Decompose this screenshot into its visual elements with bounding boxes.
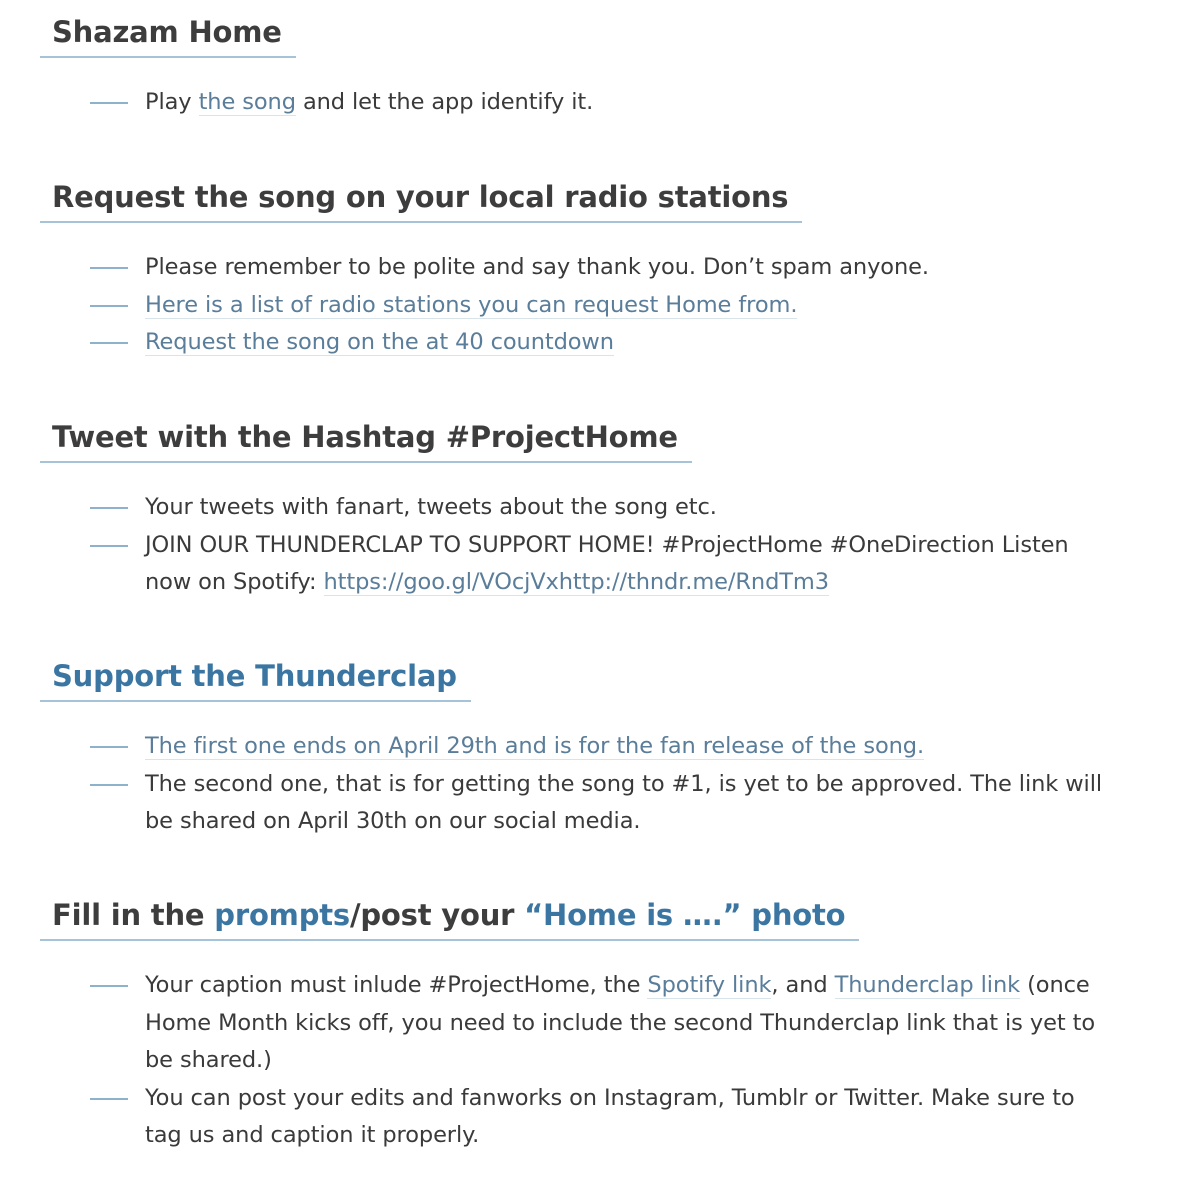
heading-text: /post your bbox=[349, 898, 525, 932]
list-item bbox=[40, 287, 1170, 325]
item-list bbox=[40, 249, 1170, 362]
dash-bullet-icon bbox=[90, 342, 128, 344]
item-text: now on Spotify: bbox=[145, 569, 324, 595]
item-text: be shared on April 30th on our social media. bbox=[145, 808, 641, 834]
list-item bbox=[40, 1080, 1170, 1155]
section-request-radio bbox=[40, 179, 1170, 362]
list-item bbox=[40, 967, 1170, 1080]
section-tweet-hashtag bbox=[40, 419, 1170, 602]
list-item bbox=[40, 766, 1170, 841]
dash-bullet-icon bbox=[90, 102, 128, 104]
first-thunderclap-link[interactable]: The first one ends on April 29th and is for the fan release of the song. bbox=[145, 733, 925, 759]
countdown-request-link[interactable]: Request the song on the at 40 countdown bbox=[145, 329, 614, 355]
list-item bbox=[40, 324, 1170, 362]
list-item bbox=[40, 489, 1170, 527]
dash-bullet-icon bbox=[90, 746, 128, 748]
item-text: You can post your edits and fanworks on Instagram, Tumblr or Twitter. Make sure to bbox=[145, 1084, 1075, 1111]
prompts-link[interactable]: prompts bbox=[214, 898, 350, 932]
section-heading: Request the song on your local radio stations bbox=[40, 179, 802, 223]
spotify-link[interactable]: Spotify link bbox=[647, 972, 772, 998]
item-list bbox=[40, 728, 1170, 841]
item-text: The second one, that is for getting the song to #1, is yet to be approved. The link will bbox=[145, 770, 1103, 797]
section-heading: Tweet with the Hashtag #ProjectHome bbox=[40, 419, 692, 463]
item-list bbox=[40, 489, 1170, 602]
item-text: and let the app identify it. bbox=[295, 89, 594, 115]
heading-text: Fill in the bbox=[52, 898, 215, 932]
item-list bbox=[40, 84, 1170, 122]
item-text: Home Month kicks off, you need to include the second Thunderclap link that is yet to bbox=[145, 1009, 1095, 1036]
dash-bullet-icon bbox=[90, 267, 128, 269]
item-text: (once bbox=[1020, 972, 1090, 998]
item-text: , and bbox=[771, 972, 835, 998]
home-is-photo-link[interactable]: “Home is ….” photo bbox=[524, 898, 846, 932]
dash-bullet-icon bbox=[90, 1098, 128, 1100]
list-item bbox=[40, 728, 1170, 766]
section-fill-prompts bbox=[40, 897, 1170, 1155]
list-item bbox=[40, 84, 1170, 122]
list-item bbox=[40, 249, 1170, 287]
radio-stations-list-link[interactable]: Here is a list of radio stations you can request Home from. bbox=[145, 291, 798, 318]
dash-bullet-icon bbox=[90, 784, 128, 786]
item-text: Please remember to be polite and say thank you. Don’t spam anyone. bbox=[145, 254, 929, 280]
section-heading: Shazam Home bbox=[40, 14, 296, 58]
thunderclap-link[interactable]: Thunderclap link bbox=[834, 972, 1021, 998]
section-heading-link[interactable]: Support the Thunderclap bbox=[40, 658, 471, 702]
section-shazam-home bbox=[40, 14, 1170, 122]
item-text: JOIN OUR THUNDERCLAP TO SUPPORT HOME! #ProjectHome #OneDirection Listen bbox=[145, 531, 1069, 558]
section-heading bbox=[40, 897, 859, 941]
dash-bullet-icon bbox=[90, 305, 128, 307]
the-song-link[interactable]: the song bbox=[198, 89, 296, 115]
dash-bullet-icon bbox=[90, 545, 128, 547]
thunderclap-url-link[interactable]: https://goo.gl/VOcjVxhttp://thndr.me/RndTm3 bbox=[323, 569, 829, 595]
item-list bbox=[40, 967, 1170, 1155]
item-text: tag us and caption it properly. bbox=[145, 1122, 480, 1148]
item-text: Your caption must inlude #ProjectHome, the bbox=[145, 972, 648, 998]
list-item bbox=[40, 527, 1170, 602]
item-text: Your tweets with fanart, tweets about the song etc. bbox=[145, 494, 717, 520]
section-support-thunderclap bbox=[40, 658, 1170, 841]
item-text: be shared.) bbox=[145, 1047, 272, 1073]
item-text: Play bbox=[145, 89, 199, 115]
dash-bullet-icon bbox=[90, 507, 128, 509]
dash-bullet-icon bbox=[90, 985, 128, 987]
